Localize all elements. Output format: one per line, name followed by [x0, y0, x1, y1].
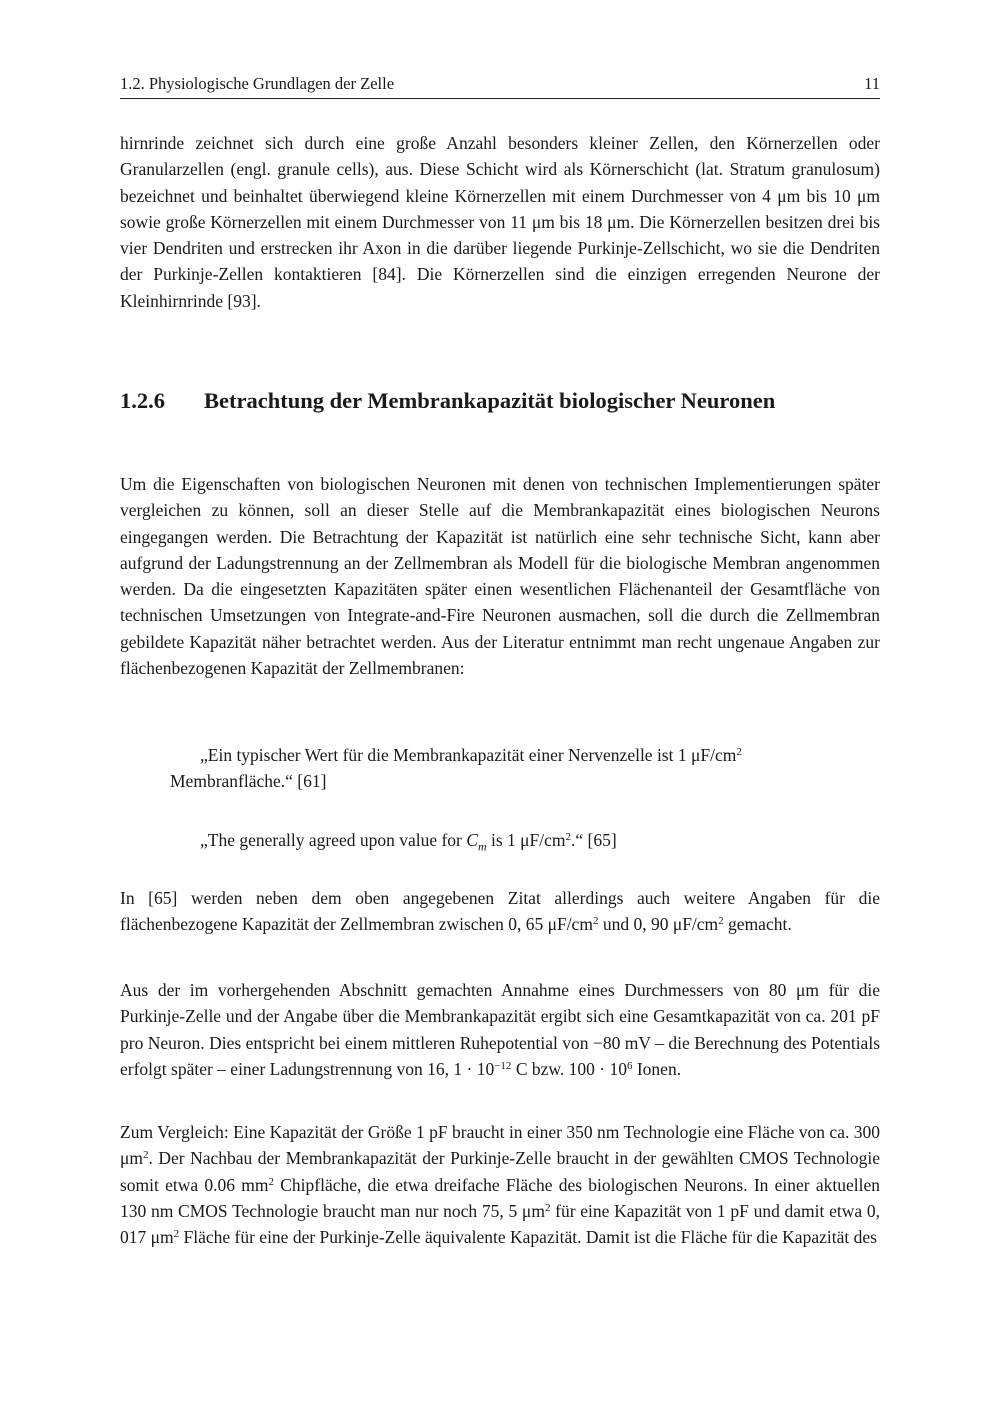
quote-text: .“ [65]: [571, 830, 617, 850]
quote-text: is 1 μF/cm: [486, 830, 566, 850]
text-run: für eine Kapazität von 1 pF und damit etwa 0, 017 μm: [120, 1200, 880, 1248]
block-quote: [170, 742, 840, 794]
text-run: . Der Nachbau der Membrankapazität der Purkinje-Zelle braucht in der gewählten CMOS Technologie somit etwa 0.06 mm: [120, 1148, 880, 1195]
text-run: In [65] werden neben dem oben angegebenen Zitat allerdings auch weitere Angaben für die flächenbezogene Kapazität der Zellmembran zwischen 0, 65 μF/cm: [120, 888, 880, 935]
quote-line: Membranfläche.“ [61]: [170, 771, 327, 791]
math-variable: C: [466, 830, 478, 850]
running-header: [120, 72, 880, 99]
text-run: Ionen.: [632, 1058, 682, 1079]
quote-text: „The generally agreed upon value for: [200, 830, 467, 850]
superscript: 6: [626, 1059, 633, 1072]
paragraph: [120, 885, 880, 938]
quote-line: [170, 742, 840, 768]
text-run: Zum Vergleich: Eine Kapazität der Größe 1 pF braucht in einer 350 nm Technologie eine Fläche von ca. 300 μm: [120, 1122, 880, 1169]
superscript: −12: [494, 1059, 512, 1072]
paragraph: [120, 977, 880, 1082]
superscript: 2: [565, 831, 572, 843]
paragraph: hirnrinde zeichnet sich durch eine große Anzahl besonders kleiner Zellen, den Körnerzellen oder Granularzellen (engl. granule cells), aus. Diese Schicht wird als Körnerschicht (lat. Stratum granulosum) bezeichnet und beinhaltet überwiegend kleine Körnerzellen mit einem Durchmesser von 4 μm bis 10 μm sowie große Körnerzellen mit einem Durchmesser von 11 μm bis 18 μm. Die Körnerzellen besitzen drei bis vier Dendriten und erstrecken ihr Axon in die darüber liegende Purkinje-Zellschicht, wo sie die Dendriten der Purkinje-Zellen kontaktieren [84]. Die Körnerzellen sind die einzigen erregenden Neurone der Kleinhirnrinde [93].: [120, 133, 880, 311]
paragraph: Um die Eigenschaften von biologischen Neuronen mit denen von technischen Implementierungen später vergleichen zu können, soll an dieser Stelle auf die Membrankapazität eines biologischen Neurons eingegangen werden. Die Betrachtung der Kapazität ist natürlich eine sehr technische Sicht, kann aber aufgrund der Ladungstrennung an der Zellmembran als Modell für die biologische Membran angenommen werden. Da die eingesetzten Kapazitäten später einen wesentlichen Flächenanteil der Gesamtfläche von technischen Umsetzungen von Integrate-and-Fire Neuronen ausmachen, soll die durch die Zellmembran gebildete Kapazität näher betrachtet werden. Aus der Literatur entnimmt man recht ungenaue Angaben zur flächenbezogenen Kapazität der Zellmembranen:: [120, 474, 880, 679]
text-run: gemacht.: [723, 914, 792, 935]
superscript: 2: [544, 1201, 551, 1214]
superscript: 2: [736, 746, 742, 758]
subscript: m: [477, 839, 487, 854]
text-run: und 0, 90 μF/cm: [598, 914, 719, 935]
text-run: Chipfläche, die etwa dreifache Fläche des biologischen Neurons. In einer aktuellen 130 nm CMOS Technologie braucht man nur noch 75, 5 μm: [120, 1174, 881, 1221]
superscript: 2: [173, 1228, 180, 1241]
paragraph: [120, 1119, 880, 1250]
section-number: 1.2.6: [120, 388, 165, 413]
superscript: 2: [718, 915, 724, 928]
page-number: 11: [864, 74, 880, 93]
block-quote: [170, 827, 870, 860]
text-run: Aus der im vorhergehenden Abschnitt gemachten Annahme eines Durchmessers von 80 μm für die Purkinje-Zelle und der Angabe über die Membrankapazität ergibt sich eine Gesamtkapazität von ca. 201 pF pro Neuron. Dies entspricht bei einem mittleren Ruhepotential von −80 mV – die Berechnung des Potentials erfolgt später – einer Ladungstrennung von 16, 1 · 10: [120, 980, 880, 1079]
quote-text: „Ein typischer Wert für die Membrankapazität einer Nervenzelle ist 1 μF/cm: [200, 745, 737, 765]
text-run: Fläche für eine der Purkinje-Zelle äquivalente Kapazität. Damit ist die Fläche für die Kapazität des: [179, 1227, 877, 1248]
text-run: C bzw. 100 · 10: [511, 1058, 627, 1079]
header-title: 1.2. Physiologische Grundlagen der Zelle: [120, 74, 395, 93]
superscript: 2: [143, 1149, 149, 1162]
section-title: Betrachtung der Membrankapazität biologischer Neuronen: [204, 388, 776, 413]
superscript: 2: [268, 1175, 274, 1188]
superscript: 2: [592, 915, 599, 928]
